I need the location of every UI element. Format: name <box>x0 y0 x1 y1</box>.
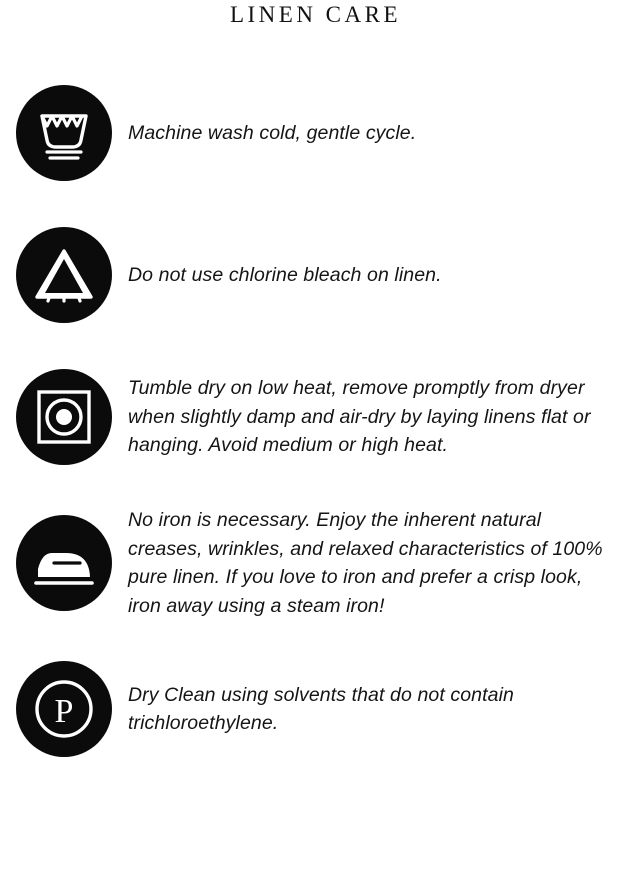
tumble-dry-icon <box>16 369 112 465</box>
icon-cell <box>0 227 128 323</box>
iron-icon <box>16 515 112 611</box>
care-instruction-text: Dry Clean using solvents that do not contain trichloroethylene. <box>128 683 514 734</box>
text-cell <box>128 681 631 738</box>
care-instruction-item <box>0 222 631 328</box>
care-instruction-item <box>0 364 631 470</box>
svg-text:P: P <box>54 693 74 730</box>
no-bleach-triangle-icon <box>16 227 112 323</box>
dry-clean-p-icon <box>16 661 112 757</box>
care-instruction-text: Tumble dry on low heat, remove promptly from dryer when slightly damp and air-dry by laying linens flat or hanging. Avoid medium or high heat. <box>128 377 591 457</box>
icon-cell <box>0 515 128 611</box>
text-cell <box>128 119 631 148</box>
care-instruction-item <box>0 80 631 186</box>
icon-cell <box>0 661 128 757</box>
text-cell <box>128 261 631 290</box>
text-cell <box>128 506 631 620</box>
wash-tub-icon <box>16 85 112 181</box>
icon-cell <box>0 369 128 465</box>
care-instruction-text: Machine wash cold, gentle cycle. <box>128 121 417 144</box>
care-instruction-item <box>0 506 631 620</box>
page-title: LINEN CARE <box>229 2 402 27</box>
text-cell <box>128 374 631 460</box>
care-instruction-text: Do not use chlorine bleach on linen. <box>128 263 442 286</box>
care-instruction-list <box>0 80 631 762</box>
care-instruction-item <box>0 656 631 762</box>
care-instruction-text: No iron is necessary. Enjoy the inherent natural creases, wrinkles, and relaxed characteristics of 100% pure linen. If you love to iron and prefer a crisp look, iron away using a steam iron! <box>128 509 603 617</box>
icon-cell <box>0 85 128 181</box>
